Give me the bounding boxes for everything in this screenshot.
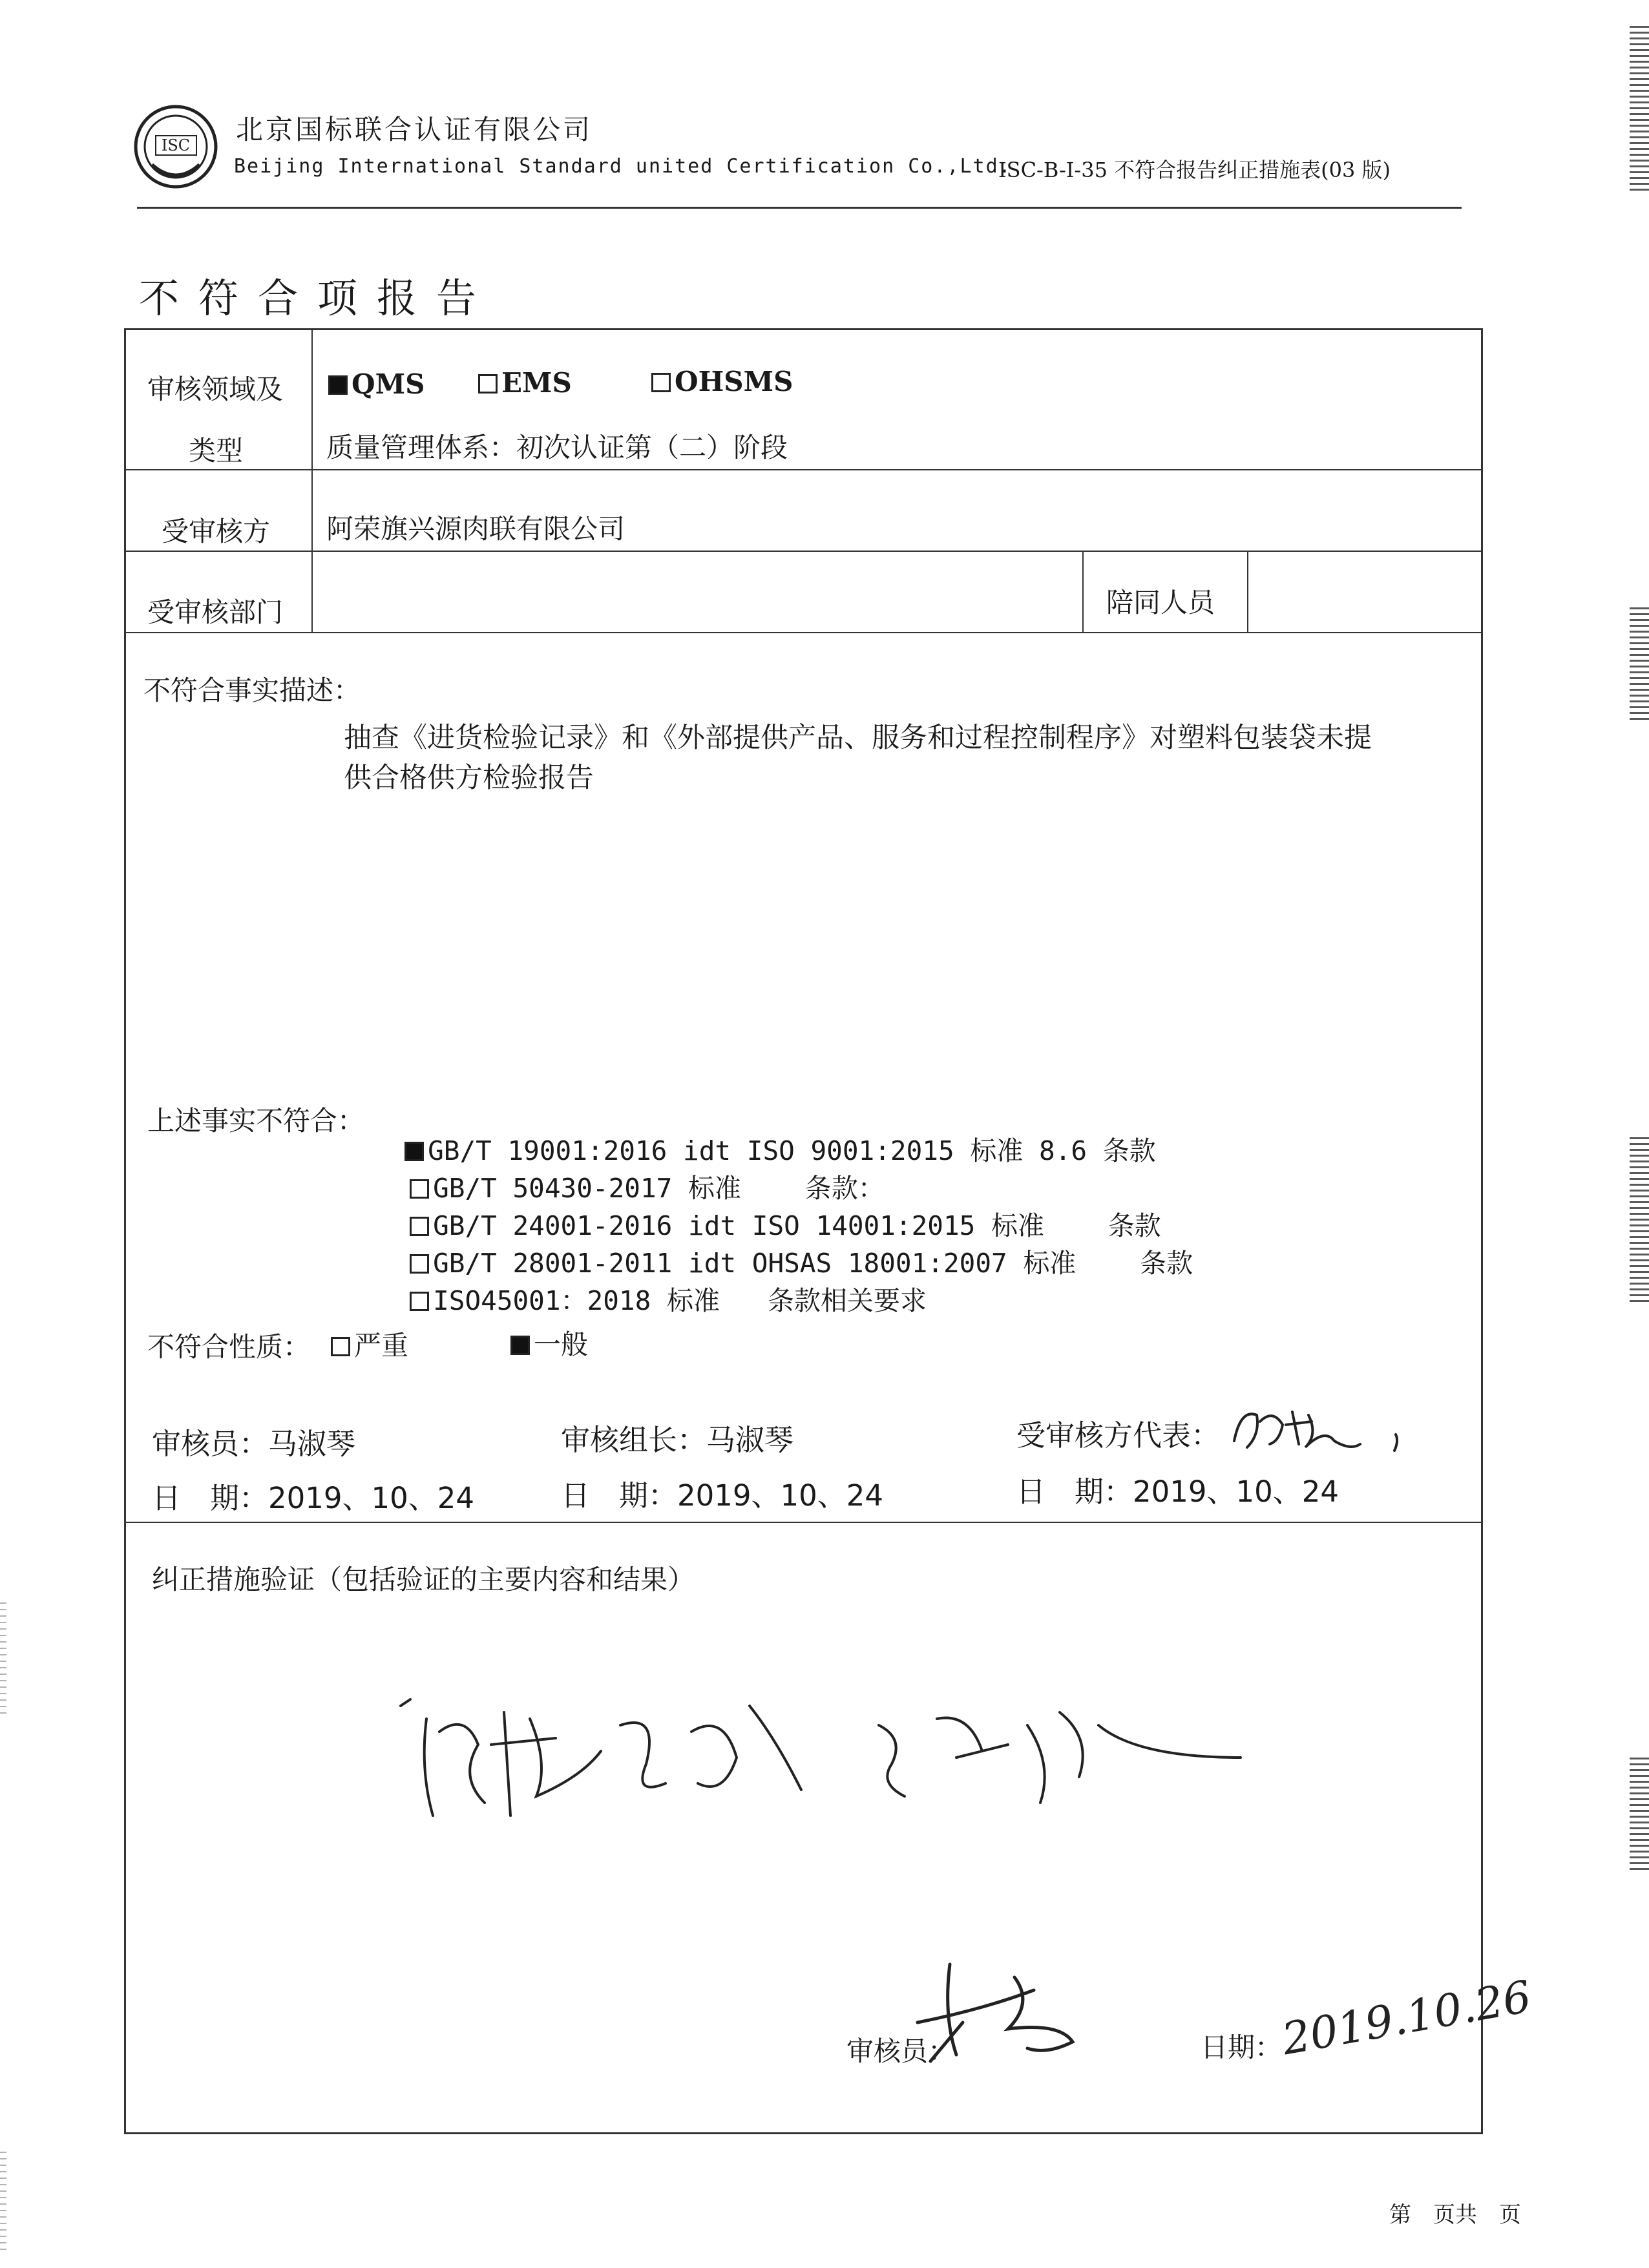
description-text-line2: 供合格供方检验报告: [344, 762, 594, 794]
scan-edge-artifact: [0, 1602, 6, 1719]
company-name-cn: 北京国标联合认证有限公司: [236, 114, 593, 145]
col-divider: [1082, 551, 1084, 632]
nature-label: 不符合性质：: [147, 1331, 311, 1363]
auditor-date: 日 期：2019、10、24: [152, 1481, 475, 1515]
department-label: 受审核部门: [147, 596, 284, 628]
auditor-signature: 审核员：马淑琴: [152, 1427, 356, 1461]
page-number: 第 页共 页: [1389, 2202, 1521, 2228]
standard-item[interactable]: GB/T 50430-2017 标准 条款：: [393, 1136, 885, 1205]
auditee-label: 受审核方: [162, 516, 271, 547]
verification-date-label: 日期：: [1201, 2032, 1283, 2063]
standard-item[interactable]: GB/T 28001-2011 idt OHSAS 18001:2007 标准 条款: [393, 1211, 1193, 1280]
ems-checkbox[interactable]: [478, 374, 498, 394]
audit-area-label-line2: 类型: [189, 435, 244, 467]
scan-edge-artifact: [1630, 1758, 1649, 1874]
row-divider: [124, 632, 1483, 633]
audit-option-ohsms[interactable]: OHSMS: [651, 366, 793, 397]
nature-option-general[interactable]: 一般: [510, 1323, 588, 1362]
audit-option-qms[interactable]: QMS: [328, 368, 425, 400]
handwritten-date-text: 2019.10.26: [1278, 1971, 1535, 2066]
rep-date: 日 期：2019、10、24: [1016, 1475, 1339, 1509]
verification-auditor-handwritten-signature: [905, 1951, 1111, 2068]
standard-item[interactable]: GB/T 19001:2016 idt ISO 9001:2015 标准 8.6 条款: [388, 1098, 1156, 1168]
scan-edge-artifact: [0, 2152, 6, 2255]
company-logo: [132, 103, 220, 191]
logo-text: ISC: [161, 136, 191, 154]
description-text-line1: 抽查《进货检验记录》和《外部提供产品、服务和过程控制程序》对塑料包装袋未提: [344, 722, 1372, 754]
col-divider: [311, 328, 313, 632]
audit-type-text: 质量管理体系：初次认证第（二）阶段: [326, 432, 788, 463]
col-divider: [1247, 551, 1248, 632]
verification-handwritten-date: [1276, 1961, 1535, 2066]
row-divider: [124, 551, 1483, 552]
verification-label: 纠正措施验证（包括验证的主要内容和结果）: [152, 1564, 695, 1595]
standard-checkbox[interactable]: [410, 1292, 429, 1311]
description-label: 不符合事实描述：: [143, 675, 361, 706]
rep-handwritten-signature: [1221, 1389, 1428, 1460]
scan-edge-artifact: [1630, 607, 1649, 724]
audit-area-label: 审核领域及: [147, 373, 284, 405]
row-divider: [124, 469, 1483, 470]
nonconformity-label: 上述事实不符合：: [147, 1105, 365, 1137]
company-name-en: Beijing International Standard united Certification Co.,Ltd.: [234, 155, 1012, 178]
rep-signature-label: 受审核方代表：: [1016, 1418, 1221, 1453]
header-divider: [137, 207, 1462, 209]
standard-item[interactable]: ISO45001：2018 标准 条款相关要求: [393, 1248, 927, 1318]
serious-checkbox[interactable]: [331, 1337, 350, 1356]
scan-edge-artifact: [1630, 26, 1649, 194]
leader-signature: 审核组长：马淑琴: [561, 1423, 794, 1457]
audit-option-ems[interactable]: EMS: [478, 367, 572, 399]
qms-checkbox[interactable]: [328, 375, 348, 395]
row-divider: [124, 1522, 1483, 1523]
nature-option-serious[interactable]: 严重: [331, 1325, 408, 1363]
verification-auditor-label: 审核员：: [846, 2035, 956, 2067]
leader-date: 日 期：2019、10、24: [561, 1478, 884, 1513]
verification-handwritten-note: [388, 1686, 1241, 1835]
ohsms-checkbox[interactable]: [651, 373, 671, 392]
page-title: 不符合项报告: [139, 275, 496, 322]
general-checkbox[interactable]: [510, 1336, 530, 1355]
auditee-value: 阿荣旗兴源肉联有限公司: [326, 513, 625, 545]
accompany-label: 陪同人员: [1106, 587, 1215, 618]
standard-item[interactable]: GB/T 24001-2016 idt ISO 14001:2015 标准 条款: [393, 1173, 1161, 1243]
scan-edge-artifact: [1630, 1137, 1649, 1305]
form-number: ISC-B-I-35 不符合报告纠正措施表(03 版): [998, 158, 1391, 182]
